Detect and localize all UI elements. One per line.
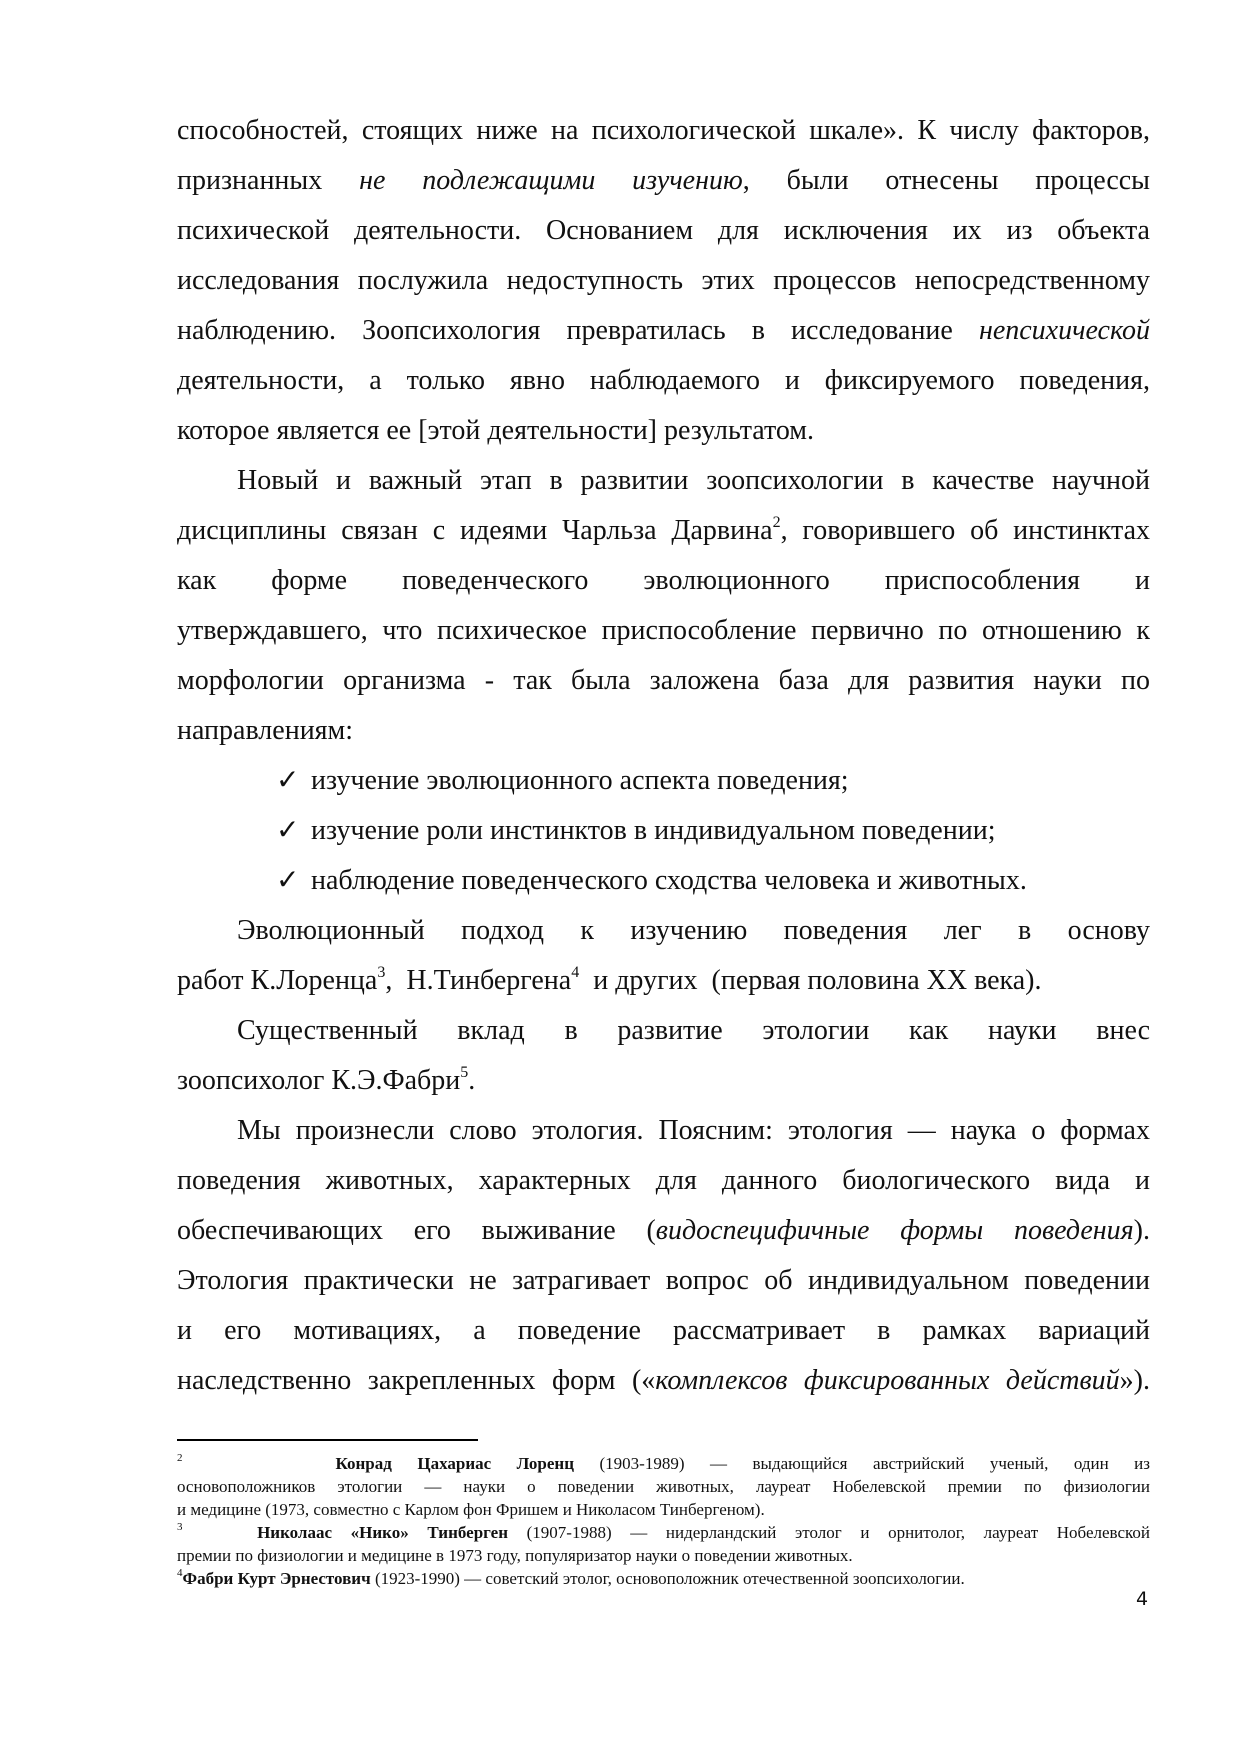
text-segment: ). [1133, 1215, 1150, 1246]
text-line: Эволюционный подход к изучению поведения лег в основу [237, 915, 1150, 946]
italic-emphasis: комплексов фиксированных действий [655, 1365, 1120, 1396]
text-line [177, 164, 1150, 198]
text-segment: наследственно закрепленных форм (« [177, 1365, 656, 1396]
italic-emphasis: непсихической [978, 315, 1150, 346]
text-line: поведения животных, характерных для данного биологического вида и [177, 1165, 1150, 1196]
footnote-line: основоположников этологии — науки о поведении животных, лауреат Нобелевской премии по физиологии [177, 1477, 1150, 1496]
text-line: и его мотивациях, а поведение рассматривает в рамках вариаций [177, 1315, 1150, 1346]
list-item-text: изучение эволюционного аспекта поведения; [311, 765, 849, 796]
text-line [177, 514, 1150, 548]
footnote-ref[interactable]: 2 [772, 514, 781, 531]
footnote-separator [177, 1439, 478, 1441]
footnote-line: и медицине (1973, совместно с Карлом фон Фришем и Николасом Тинбергеном). [177, 1500, 765, 1519]
text-segment: и других (первая половина XX века). [579, 965, 1042, 996]
text-line: как форме поведенческого эволюционного приспособления и [177, 565, 1150, 596]
footnote-number: 2 [177, 1452, 183, 1464]
text-line: направлениям: [177, 715, 354, 746]
footnote-name: Фабри Курт Эрнестович [182, 1569, 371, 1588]
text-segment: »). [1119, 1365, 1150, 1396]
text-line [177, 1364, 1150, 1398]
list-item-text: наблюдение поведенческого сходства человека и животных. [311, 865, 1027, 896]
footnote-3 [177, 1522, 1150, 1544]
text-segment: зоопсихолог К.Э.Фабри [177, 1065, 461, 1096]
text-segment: работ К.Лоренца [177, 965, 378, 996]
text-line: Этология практически не затрагивает вопрос об индивидуальном поведении [177, 1265, 1150, 1296]
footnote-number: 3 [177, 1521, 183, 1533]
italic-emphasis: не подлежащими изучению [359, 165, 743, 196]
footnote-ref[interactable]: 4 [571, 964, 580, 981]
check-mark-icon: ✓ [276, 815, 300, 846]
list-item [276, 764, 1146, 798]
list-item-text: изучение роли инстинктов в индивидуальном поведении; [311, 815, 996, 846]
text-line [177, 1064, 1150, 1098]
list-item [276, 814, 1146, 848]
footnote-name: Конрад Цахариас Лоренц [335, 1454, 574, 1473]
text-segment: признанных [177, 165, 360, 196]
text-segment: , говорившего об инстинктах [780, 515, 1151, 546]
text-line [177, 964, 1150, 998]
footnote-4 [177, 1568, 1150, 1590]
footnote-ref[interactable]: 3 [377, 964, 386, 981]
text-segment: обеспечивающих его выживание ( [177, 1215, 656, 1246]
text-line: Мы произнесли слово этология. Поясним: этология — наука о формах [237, 1115, 1150, 1146]
italic-emphasis: видоспецифичные формы поведения [655, 1215, 1134, 1246]
text-segment: наблюдению. Зоопсихология превратилась в исследование [177, 315, 979, 346]
text-line: утверждавшего, что психическое приспособление первично по отношению к [177, 615, 1150, 646]
text-line: которое является ее [этой деятельности] результатом. [177, 415, 815, 446]
footnote-text: (1923-1990) — советский этолог, основоположник отечественной зоопсихологии. [370, 1569, 965, 1588]
footnote-text: (1907-1988) — нидерландский этолог и орнитолог, лауреат Нобелевской [526, 1523, 1151, 1542]
footnote-ref[interactable]: 5 [460, 1064, 469, 1081]
text-line: исследования послужила недоступность этих процессов непосредственному [177, 265, 1150, 296]
text-line: Существенный вклад в развитие этологии как науки внес [237, 1015, 1150, 1046]
footnote-name: Николаас «Нико» Тинберген [257, 1523, 508, 1542]
check-mark-icon: ✓ [276, 865, 300, 896]
text-segment: , Н.Тинбергена [385, 965, 572, 996]
text-line: психической деятельности. Основанием для исключения их из объекта [177, 215, 1150, 246]
text-segment: , были отнесены процессы [742, 165, 1150, 196]
footnote-text: (1903-1989) — выдающийся австрийский ученый, один из [599, 1454, 1150, 1473]
footnote-2 [177, 1453, 1150, 1475]
text-line: деятельности, а только явно наблюдаемого и фиксируемого поведения, [177, 365, 1150, 396]
page-number: 4 [1136, 1588, 1149, 1610]
text-segment: дисциплины связан с идеями Чарльза Дарвина [177, 515, 773, 546]
text-line [177, 314, 1150, 348]
list-item [276, 864, 1146, 898]
text-line: морфологии организма - так была заложена база для развития науки по [177, 665, 1150, 696]
text-line [177, 1214, 1150, 1248]
check-mark-icon: ✓ [276, 765, 300, 796]
footnote-line: премии по физиологии и медицине в 1973 году, популяризатор науки о поведении животных. [177, 1546, 853, 1565]
text-segment: . [468, 1065, 476, 1096]
text-line: Новый и важный этап в развитии зоопсихологии в качестве научной [237, 465, 1150, 496]
text-line: способностей, стоящих ниже на психологической шкале». К числу факторов, [177, 115, 1150, 146]
footnote-number: 4 [177, 1567, 183, 1579]
